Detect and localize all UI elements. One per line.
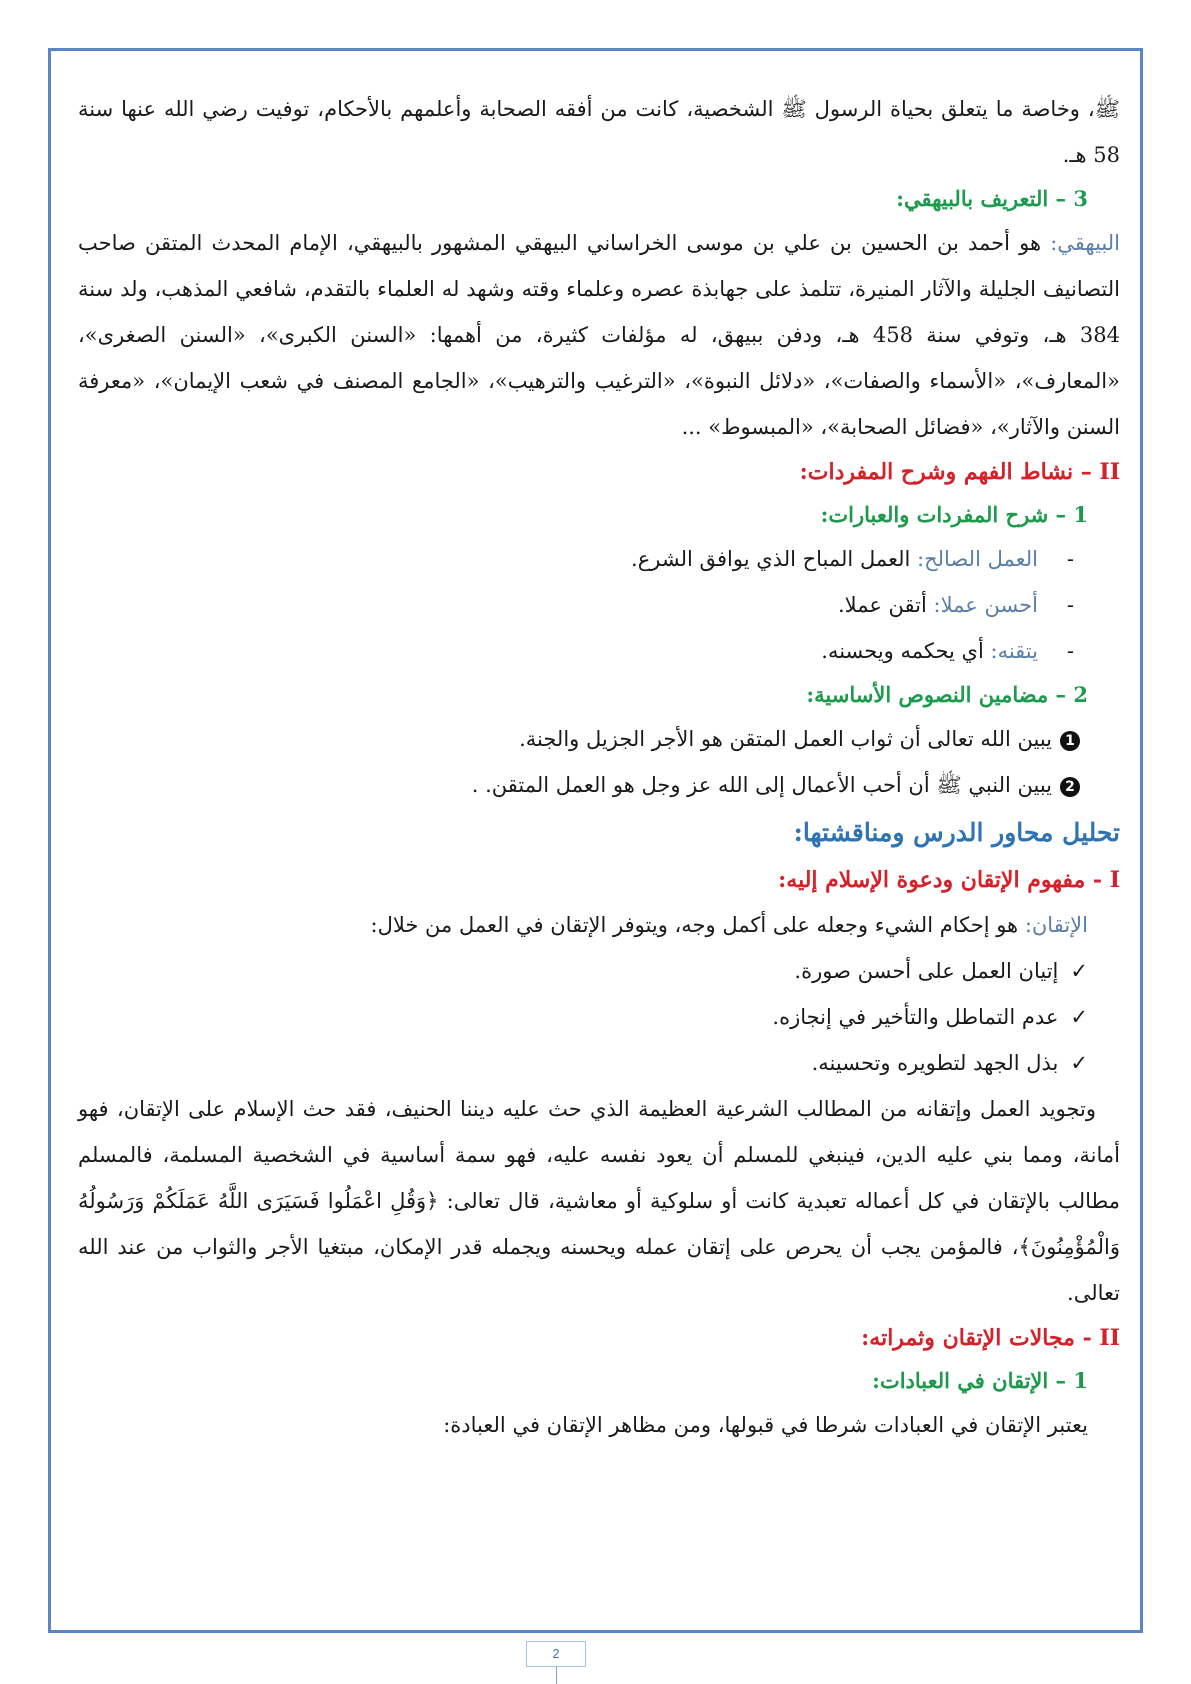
theme-text: يبين النبي ﷺ أن أحب الأعمال إلى الله عز وجل هو العمل المتقن. . [471, 773, 1052, 797]
bayhaqi-text: هو أحمد بن الحسين بن علي بن موسى الخراساني البيهقي المشهور بالبيهقي، الإمام المحدث المتقن صاحب التصانيف الجليلة والآثار المنيرة، تتلمذ على جهابذة عصره وعلماء وقته وشهد له العلماء بالتقدم، شافعي المذهب، ولد سنة 384 هـ، وتوفي سنة 458 هـ، ودفن ببيهق، له مؤلفات كثيرة، من أهمها: «السنن الكبرى»، «السنن الصغرى»، «المعارف»، «الأسماء والصفات»، «دلائل النبوة»، «الترغيب والترهيب»، «الجامع المصنف في شعب الإيمان»، «معرفة السنن والآثار»، «فضائل الصحابة»، «المبسوط» ... [78, 231, 1120, 439]
bayhaqi-term: البيهقي: [1050, 231, 1120, 255]
intro-paragraph: ﷺ، وخاصة ما يتعلق بحياة الرسول ﷺ الشخصية، كانت من أفقه الصحابة وأعلمهم بالأحكام، توفيت رضي الله عنها سنة 58 هـ. [78, 97, 1120, 167]
vocab-heading: 1 – شرح المفردات والعبارات: [820, 502, 1088, 527]
vocab-item: - العمل الصالح: العمل المباح الذي يوافق الشرع. [631, 547, 1074, 571]
vocab-list [78, 536, 1120, 674]
worship-text: يعتبر الإتقان في العبادات شرطا في قبولها، ومن مظاهر الإتقان في العبادة: [443, 1413, 1088, 1437]
page-number: 2 [526, 1641, 586, 1667]
themes-list [78, 716, 1120, 808]
check-text: بذل الجهد لتطويره وتحسينه. [811, 1051, 1059, 1075]
vocab-item: - يتقنه: أي يحكمه ويحسنه. [821, 639, 1074, 663]
check-icon: ✓ [1070, 1005, 1088, 1029]
vocab-term: يتقنه: [990, 639, 1038, 663]
check-icon: ✓ [1070, 959, 1088, 983]
vocab-term: أحسن عملا: [933, 593, 1038, 617]
check-text: عدم التماطل والتأخير في إنجازه. [772, 1005, 1059, 1029]
check-item [78, 948, 1120, 994]
theme-text: يبين الله تعالى أن ثواب العمل المتقن هو الأجر الجزيل والجنة. [519, 727, 1052, 751]
vocab-def: أي يحكمه ويحسنه. [821, 639, 991, 663]
vocab-def: أتقن عملا. [837, 593, 934, 617]
theme-item [78, 762, 1120, 808]
vocab-def: العمل المباح الذي يوافق الشرع. [631, 547, 918, 571]
itqan-def: هو إحكام الشيء وجعله على أكمل وجه، ويتوفر الإتقان في العمل من خلال: [370, 913, 1025, 937]
itqan-checklist [78, 948, 1120, 1086]
number-badge-2: 2 [1060, 777, 1080, 797]
check-text: إتيان العمل على أحسن صورة. [794, 959, 1059, 983]
check-item [78, 1040, 1120, 1086]
itqan-paragraph: وتجويد العمل وإتقانه من المطالب الشرعية العظيمة الذي حث عليه ديننا الحنيف، فقد حث الإسلام على الإتقان، فهو أمانة، ومما بني عليه الدين، فينبغي للمسلم أن يعود نفسه عليه، فهو سمة أساسية في الشخصية المسلمة، فالمسلم مطالب بالإتقان في كل أعماله تعبدية كانت أو سلوكية أو معاشية، قال تعالى: ﴿وَقُلِ اعْمَلُوا فَسَيَرَى اللَّهُ عَمَلَكُمْ وَرَسُولُهُ وَالْمُؤْمِنُونَ﴾، فالمؤمن يجب أن يحرص على إتقان عمله ويحسنه ويجمله قدر الإمكان، مبتغيا الأجر والثواب من عند الله تعالى. [78, 1097, 1120, 1305]
analysis-heading: تحليل محاور الدرس ومناقشتها: [793, 818, 1120, 847]
footer-divider [556, 1667, 557, 1684]
check-item [78, 994, 1120, 1040]
theme-item [78, 716, 1120, 762]
vocab-term: العمل الصالح: [917, 547, 1038, 571]
worship-heading: 1 – الإتقان في العبادات: [872, 1368, 1088, 1393]
itqan-term: الإتقان: [1024, 913, 1088, 937]
number-badge-1: 1 [1060, 731, 1080, 751]
check-icon: ✓ [1070, 1051, 1088, 1075]
part2-heading: II - مجالات الإتقان وثمراته: [861, 1325, 1120, 1351]
bayhaqi-heading: 3 – التعريف بالبيهقي: [896, 186, 1088, 211]
part1-heading: I - مفهوم الإتقان ودعوة الإسلام إليه: [778, 867, 1120, 893]
itqan-definition [78, 902, 1120, 948]
bayhaqi-paragraph [78, 220, 1120, 450]
vocab-item: - أحسن عملا: أتقن عملا. [837, 593, 1074, 617]
section2-heading: II – نشاط الفهم وشرح المفردات: [799, 459, 1120, 485]
page-content [78, 86, 1120, 1448]
themes-heading: 2 – مضامين النصوص الأساسية: [806, 682, 1088, 707]
